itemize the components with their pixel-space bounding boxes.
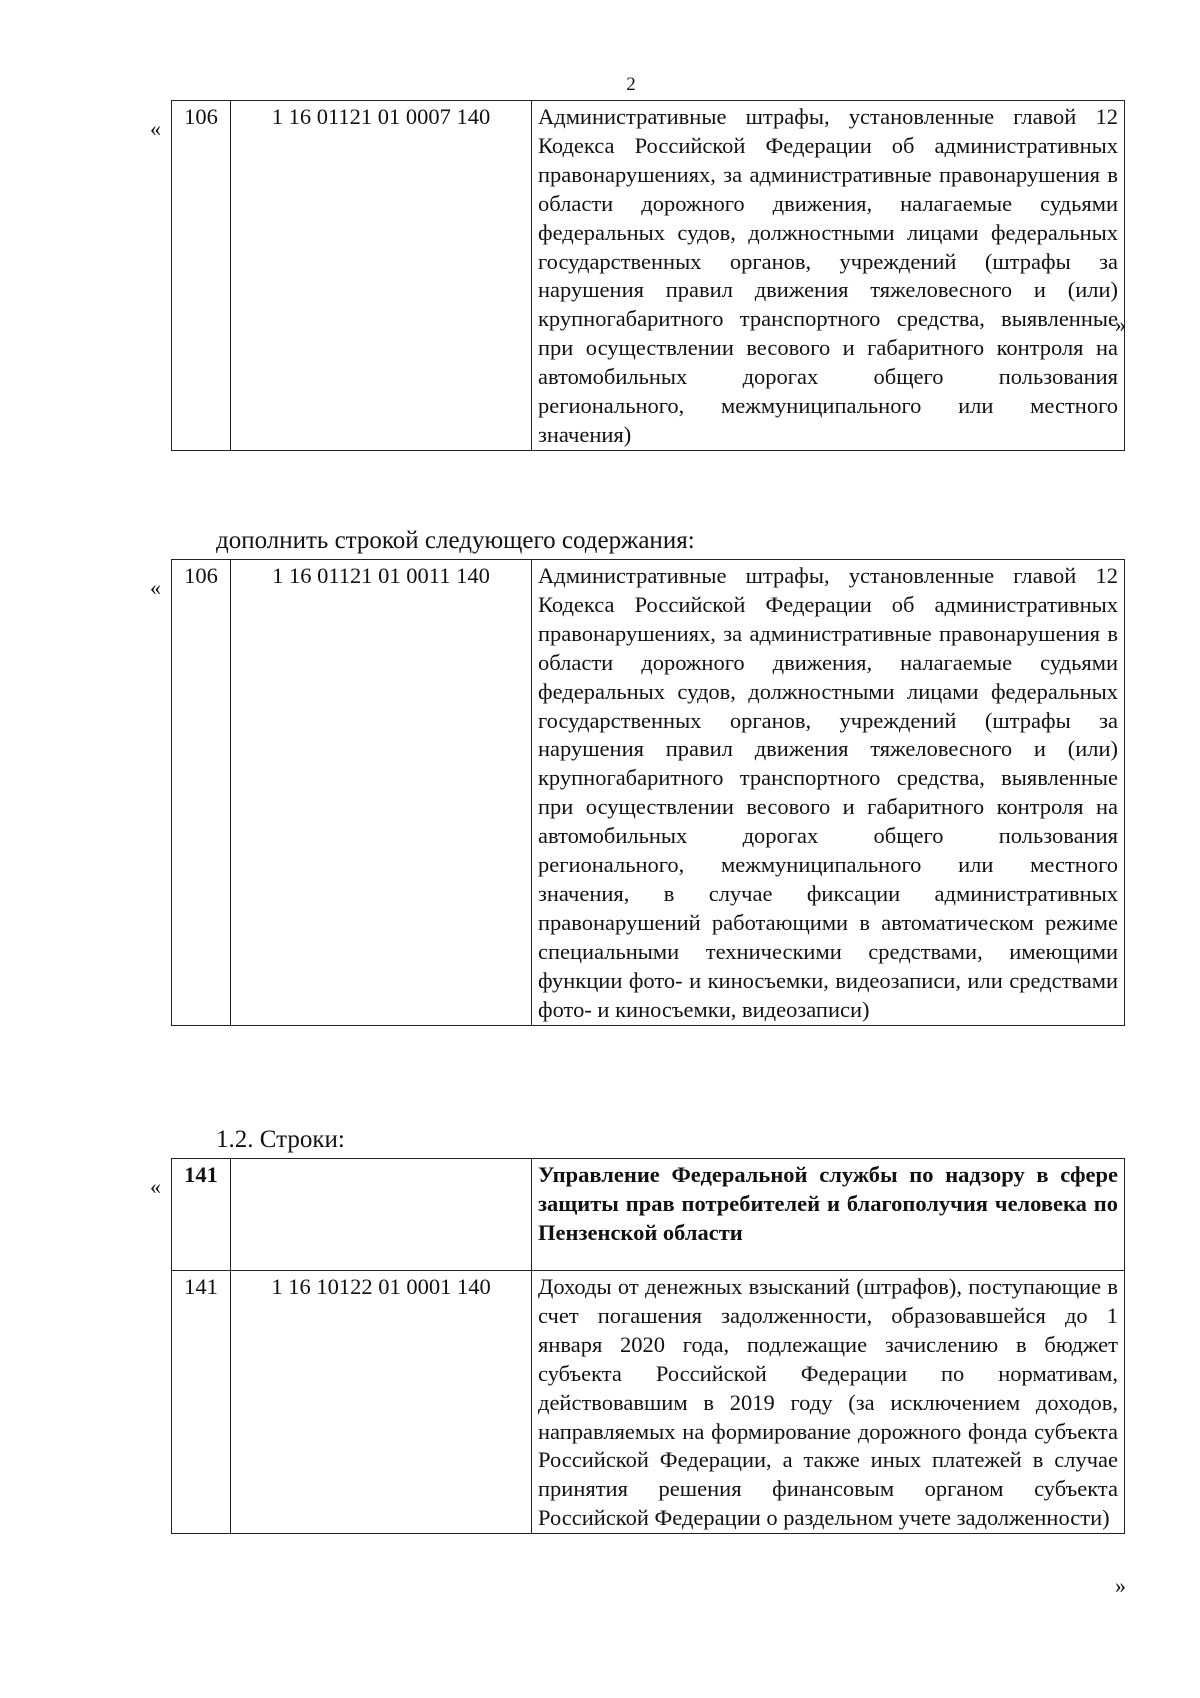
table-1 [171, 100, 1125, 451]
budget-code: 1 16 01121 01 0011 140 [231, 560, 532, 1026]
row-description: Административные штрафы, установленные главой 12 Кодекса Российской Федерации об административных правонарушениях, за административные правонарушения в области дорожного движения, налагаемые судьями федеральных судов, должностными лицами федеральных государственных органов, учреждений (штрафы за нарушения правил движения тяжеловесного и (или) крупногабаритного транспортного средства, выявленные при осуществлении весового и габаритного контроля на автомобильных дорогах общего пользования регионального, межмуниципального или местного значения) [532, 101, 1125, 451]
budget-code: 1 16 10122 01 0001 140 [231, 1271, 532, 1534]
paragraph-section-heading: 1.2. Строки: [216, 1126, 345, 1153]
table-3 [171, 1158, 1125, 1534]
table-row [172, 560, 1125, 1026]
paragraph-addition: дополнить строкой следующего содержания: [216, 527, 695, 554]
page-number: 2 [626, 74, 636, 95]
budget-code [231, 1159, 532, 1271]
row-number: 106 [172, 560, 231, 1026]
row-number: 141 [172, 1271, 231, 1534]
row-number: 106 [172, 101, 231, 451]
table-row [172, 1271, 1125, 1534]
row-description: Управление Федеральной службы по надзору в сфере защиты прав потребителей и благополучия человека по Пензенской области [532, 1159, 1125, 1271]
row-number: 141 [172, 1159, 231, 1271]
open-quote-1: « [150, 116, 161, 141]
open-quote-2: « [150, 575, 161, 600]
table-row [172, 101, 1125, 451]
budget-code: 1 16 01121 01 0007 140 [231, 101, 532, 451]
close-quote-1: » [1115, 312, 1126, 337]
close-quote-3: » [1115, 1573, 1126, 1598]
row-description: Административные штрафы, установленные главой 12 Кодекса Российской Федерации об административных правонарушениях, за административные правонарушения в области дорожного движения, налагаемые судьями федеральных судов, должностными лицами федеральных государственных органов, учреждений (штрафы за нарушения правил движения тяжеловесного и (или) крупногабаритного транспортного средства, выявленные при осуществлении весового и габаритного контроля на автомобильных дорогах общего пользования регионального, межмуниципального или местного значения, в случае фиксации административных правонарушений работающими в автоматическом режиме специальными техническими средствами, имеющими функции фото- и киносъемки, видеозаписи, или средствами фото- и киносъемки, видеозаписи) [532, 560, 1125, 1026]
open-quote-3: « [150, 1174, 161, 1199]
table-2 [171, 559, 1125, 1026]
row-description: Доходы от денежных взысканий (штрафов), поступающие в счет погашения задолженности, образовавшейся до 1 января 2020 года, подлежащие зачислению в бюджет субъекта Российской Федерации по нормативам, действовавшим в 2019 году (за исключением доходов, направляемых на формирование дорожного фонда субъекта Российской Федерации, а также иных платежей в случае принятия решения финансовым органом субъекта Российской Федерации о раздельном учете задолженности) [532, 1271, 1125, 1534]
table-row [172, 1159, 1125, 1271]
